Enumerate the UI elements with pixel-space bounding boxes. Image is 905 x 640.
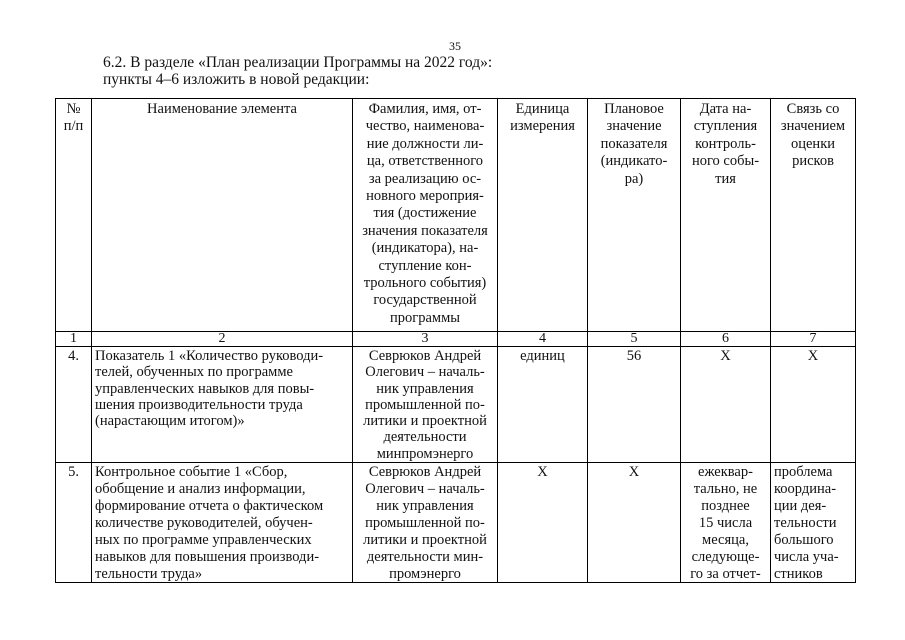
- column-number: 4: [498, 332, 588, 347]
- section-heading: [103, 54, 492, 88]
- program-plan-table: [55, 98, 856, 583]
- column-number: 3: [353, 332, 498, 347]
- column-number: 6: [681, 332, 771, 347]
- cell-planned-value: Х: [588, 463, 681, 583]
- cell-responsible: Севрюков Андрей Олегович – началь- ник управления промышленной по- литики и проектной деятельности мин- промэнерго: [353, 463, 498, 583]
- page-number: 35: [449, 39, 461, 53]
- header-cell-number: № п/п: [56, 99, 92, 332]
- column-number-row: [56, 332, 856, 347]
- table-row: [56, 463, 856, 583]
- cell-unit: Х: [498, 463, 588, 583]
- header-cell-responsible: Фамилия, имя, от- чество, наименова- ние должности ли- ца, ответственного за реализацию ос- новного мероприя- тия (достижение значения показателя (индикатора), на- ступление кон- трольного события) государственной программы: [353, 99, 498, 332]
- cell-event-date: ежеквар- тально, не позднее 15 числа месяца, следующе- го за отчет-: [681, 463, 771, 583]
- cell-responsible: Севрюков Андрей Олегович – началь- ник управления промышленной по- литики и проектной деятельности минпромэнерго: [353, 347, 498, 463]
- cell-row-number: 4.: [56, 347, 92, 463]
- cell-planned-value: 56: [588, 347, 681, 463]
- heading-line-2: пункты 4–6 изложить в новой редакции:: [103, 71, 370, 88]
- header-cell-unit: Единица измерения: [498, 99, 588, 332]
- cell-element-name: Контрольное событие 1 «Сбор, обобщение и анализ информации, формирование отчета о фактическом количестве руководителей, обучен- ных по программе управленческих навыков для повышения производи- тельности труда»: [92, 463, 353, 583]
- heading-line-1: 6.2. В разделе «План реализации Программы на 2022 год»:: [103, 54, 493, 71]
- column-number: 2: [92, 332, 353, 347]
- cell-element-name: Показатель 1 «Количество руководи- телей, обученных по программе управленческих навыков для повы- шения производительности труда (нарастающим итогом)»: [92, 347, 353, 463]
- table-header-row: [56, 99, 856, 332]
- cell-row-number: 5.: [56, 463, 92, 583]
- cell-risk-link: Х: [771, 347, 856, 463]
- cell-event-date: Х: [681, 347, 771, 463]
- column-number: 7: [771, 332, 856, 347]
- header-cell-event-date: Дата на- ступления контроль- ного собы- тия: [681, 99, 771, 332]
- column-number: 1: [56, 332, 92, 347]
- table-row: [56, 347, 856, 463]
- header-cell-risk-link: Связь со значением оценки рисков: [771, 99, 856, 332]
- header-cell-planned-value: Плановое значение показателя (индикато- ра): [588, 99, 681, 332]
- cell-risk-link: проблема координа- ции дея- тельности большого числа уча- стников: [771, 463, 856, 583]
- header-cell-element-name: Наименование элемента: [92, 99, 353, 332]
- cell-unit: единиц: [498, 347, 588, 463]
- column-number: 5: [588, 332, 681, 347]
